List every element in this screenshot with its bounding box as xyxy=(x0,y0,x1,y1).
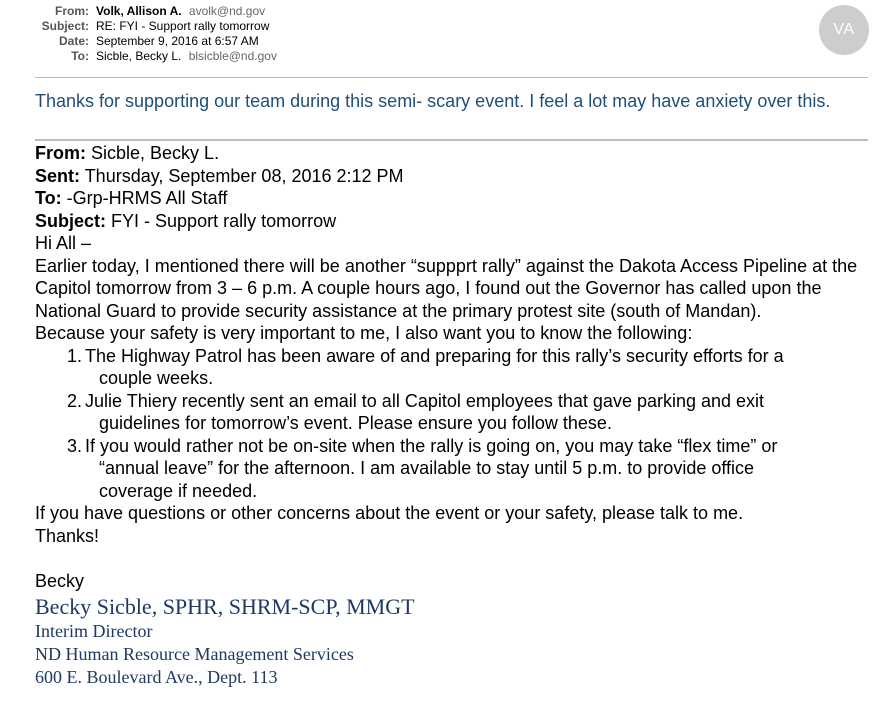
quoted-from-line: From: Sicble, Becky L. xyxy=(35,143,220,163)
list-item: 1. The Highway Patrol has been aware of and preparing for this rally’s security efforts for a couple weeks. xyxy=(67,345,784,388)
subject-label: Subject: xyxy=(41,19,89,33)
signature-title: Interim Director xyxy=(35,621,153,641)
to-label: To: xyxy=(71,49,89,63)
numbered-list xyxy=(35,345,865,503)
body-paragraph-3: If you have questions or other concerns about the event or your safety, please talk to me. xyxy=(35,503,744,523)
body-paragraph-1: Earlier today, I mentioned there will be another “suppprt rally” against the Dakota Access Pipeline at the Capitol tomorrow from 3 – 6 p.m. A couple hours ago, I found out the Governor has called upon the National Guard to provide security assistance at the primary protest site (south of Mandan). xyxy=(35,255,858,321)
date-label: Date: xyxy=(58,34,89,48)
quoted-subject-line: Subject: FYI - Support rally tomorrow xyxy=(35,210,337,231)
sign-off-name: Becky xyxy=(35,570,85,591)
header-divider xyxy=(35,77,868,78)
header-from-row xyxy=(0,4,868,19)
recipient-name[interactable]: Sicble, Becky L. xyxy=(96,49,182,63)
quote-divider xyxy=(35,139,868,141)
email-header xyxy=(0,4,868,64)
header-to-row xyxy=(0,49,868,64)
greeting: Hi All – xyxy=(35,233,92,253)
quoted-message xyxy=(35,142,865,689)
email-signature xyxy=(35,594,865,689)
header-date-row xyxy=(0,34,868,49)
header-subject-row xyxy=(0,19,868,34)
recipient-email[interactable]: blsicble@nd.gov xyxy=(188,49,277,63)
body-paragraph-2: Because your safety is very important to me, I also want you to know the following: xyxy=(35,323,693,343)
thanks-line: Thanks! xyxy=(35,525,100,546)
list-item: 2. Julie Thiery recently sent an email to all Capitol employees that gave parking and exit guidelines for tomorrow’s event. Please ensure you follow these. xyxy=(67,390,765,433)
signature-org: ND Human Resource Management Services xyxy=(35,644,354,664)
date-value: September 9, 2016 at 6:57 AM xyxy=(96,34,259,48)
list-item: 3. If you would rather not be on-site when the rally is going on, you may take “flex time” or “annual leave” for the afternoon. I am available to stay until 5 p.m. to provide office coverage if needed. xyxy=(67,435,778,501)
subject-value: RE: FYI - Support rally tomorrow xyxy=(96,19,270,33)
sender-name[interactable]: Volk, Allison A. xyxy=(96,4,182,18)
quoted-to-line: To: -Grp-HRMS All Staff xyxy=(35,188,228,208)
signature-address: 600 E. Boulevard Ave., Dept. 113 xyxy=(35,667,278,687)
signature-name: Becky Sicble, SPHR, SHRM-SCP, MMGT xyxy=(35,594,415,619)
quoted-sent-line: Sent: Thursday, September 08, 2016 2:12 PM xyxy=(35,165,404,186)
reply-message: Thanks for supporting our team during this semi- scary event. I feel a lot may have anxiety over this. xyxy=(35,91,831,111)
from-label: From: xyxy=(55,4,89,18)
sender-email[interactable]: avolk@nd.gov xyxy=(188,4,266,18)
sender-avatar[interactable]: VA xyxy=(819,5,869,55)
